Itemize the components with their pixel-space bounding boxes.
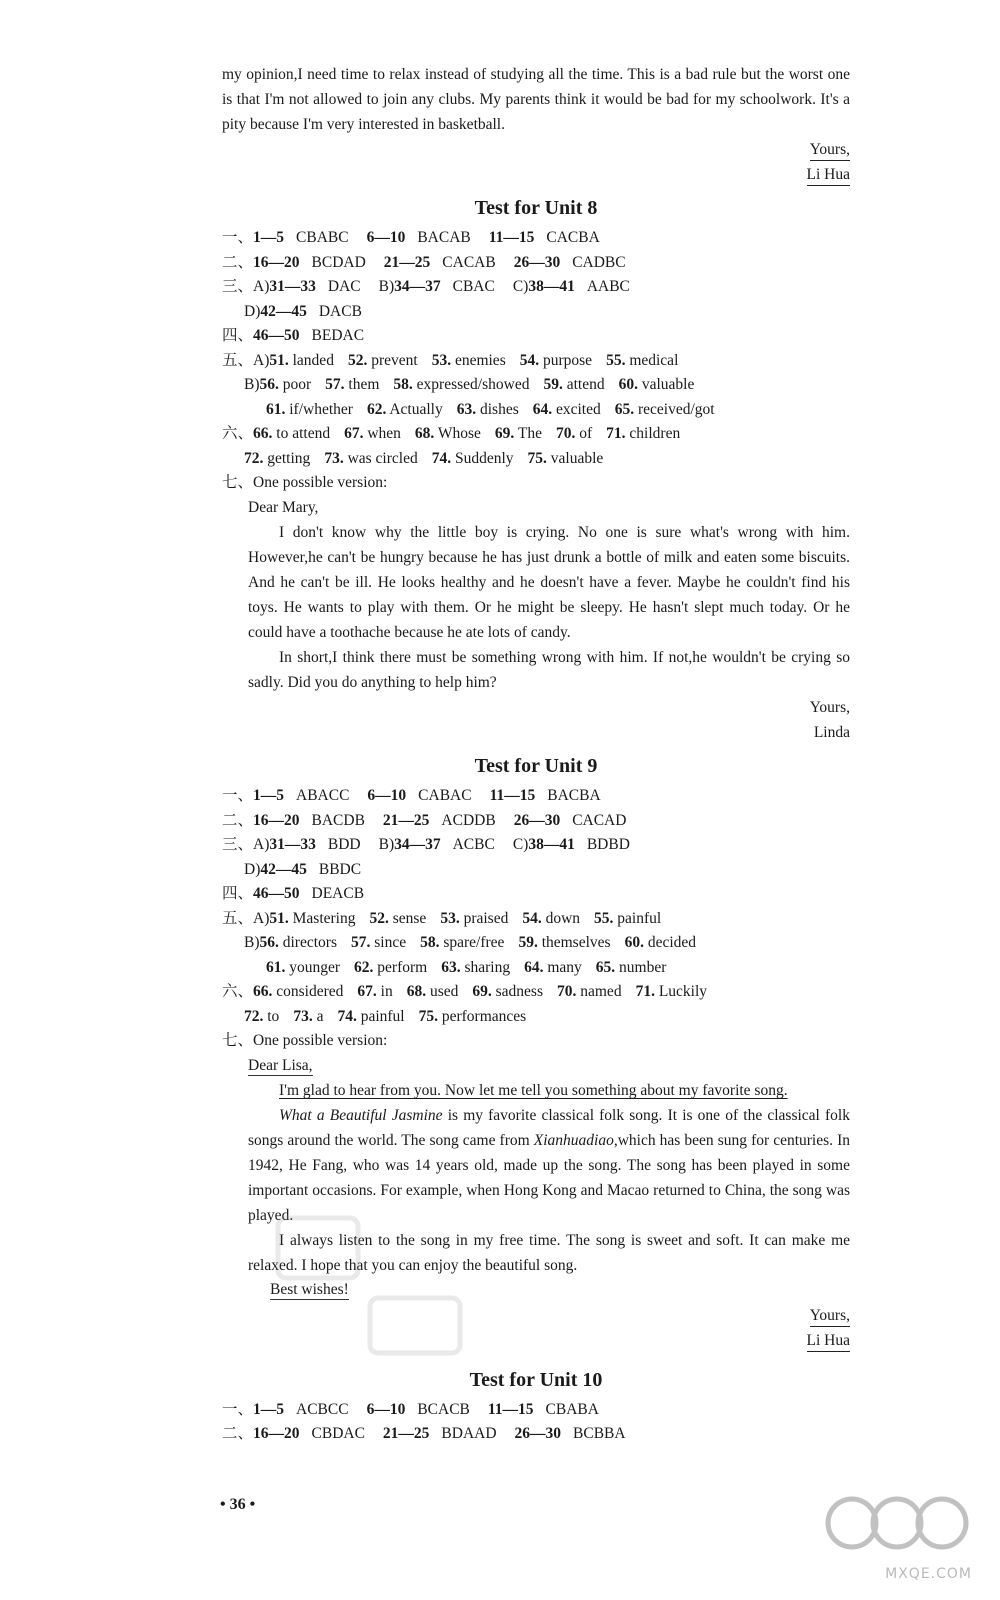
unit9-answer: younger [285, 958, 341, 976]
unit10-answer: ACBCC [296, 1400, 349, 1418]
unit9-answer: BACDB [311, 811, 365, 829]
unit9-answer: BBDC [318, 860, 362, 878]
unit10-range: 26—30 [514, 1425, 562, 1442]
unit9-answer: CABAC [418, 787, 472, 804]
unit9-row-r6a [222, 980, 850, 1005]
unit9-answer: many [543, 958, 582, 976]
unit9-answer: BACBA [547, 787, 601, 804]
unit9-row-r5b [222, 931, 850, 956]
unit9-sub-marker: D) [244, 860, 261, 878]
unit8-qnum: 70. [556, 425, 576, 442]
unit9-answer: themselves [537, 934, 611, 951]
unit8-answer: received/got [634, 400, 715, 418]
unit8-qnum: 57. [325, 376, 345, 393]
unit8-qnum: 69. [494, 425, 515, 442]
unit8-para2: In short,I think there must be something wrong with him. If not,he wouldn't be crying so sadly. Did you do anything to help him? [248, 649, 850, 691]
unit8-range: 42—45 [260, 302, 307, 320]
unit8-qnum: 71. [606, 425, 626, 442]
unit9-para2: I always listen to the song in my free time. The song is sweet and soft. It can make me relaxed. I hope that you can enjoy the beautiful song. [248, 1232, 850, 1274]
unit9-answer: decided [643, 934, 697, 951]
unit8-answer: landed [288, 351, 334, 369]
unit8-greeting: Dear Mary, [248, 498, 319, 516]
unit8-qnum: 67. [344, 425, 364, 442]
unit9-para1: What a Beautiful Jasmine is my favorite classical folk song. It is one of the classical folk songs around the world. The song came from Xianhuadiao,which has been sung for centuries. In 1942, He Fang, who was 14 years old, made up the song. The song has been played in some important occasions. For example, when Hong Kong and Macao returned to China, the song was played. [248, 1107, 850, 1224]
unit9-best-wishes: Best wishes! [270, 1281, 349, 1298]
unit10-range: 6—10 [366, 1400, 406, 1418]
unit9-range: 11—15 [489, 787, 536, 804]
unit8-label: One possible version: [253, 474, 388, 491]
unit9-range: 34—37 [394, 836, 441, 853]
unit8-qnum: 68. [414, 425, 435, 442]
unit9-part-marker: 七、 [222, 1032, 254, 1049]
unit9-answer: ABACC [296, 787, 350, 804]
unit8-sub-marker: B) [378, 278, 395, 295]
unit9-qnum: 70. [557, 983, 577, 1000]
unit8-part-marker: 五、 [222, 351, 254, 369]
unit10-range: 21—25 [382, 1425, 430, 1442]
unit8-answer: CADBC [572, 253, 626, 271]
unit9-range: 46—50 [253, 885, 300, 902]
unit8-qnum: 51. [269, 351, 289, 369]
unit9-range: 1—5 [253, 787, 285, 804]
unit9-part-marker: 二、 [222, 811, 254, 829]
unit9-qnum: 74. [337, 1007, 357, 1025]
unit8-answer: valuable [546, 449, 604, 467]
unit8-sub-marker: D) [244, 302, 261, 320]
unit10-answer: BCBBA [573, 1425, 626, 1442]
unit8-answers [222, 226, 850, 496]
unit8-row-r3 [222, 275, 850, 300]
unit8-answer: of [575, 425, 593, 442]
unit8-row-r5c [222, 398, 850, 423]
unit8-answer: purpose [539, 351, 593, 369]
unit10-answer: CBABA [545, 1400, 599, 1418]
unit9-answer: considered [272, 983, 344, 1000]
unit8-answer: Actually [386, 400, 443, 418]
intro-paragraph: my opinion,I need time to relax instead of studying all the time. This is a bad rule but the worst one is that I'm not allowed to join any clubs. My parents think it would be bad for my schoolwork. It's a pity because I'm very interested in basketball. [222, 66, 850, 133]
unit9-answer: Luckily [654, 983, 708, 1000]
unit9-sub-marker: B) [378, 836, 395, 853]
unit9-answer: ACBC [452, 836, 495, 853]
unit8-answer: CBAC [452, 278, 495, 295]
unit8-qnum: 53. [431, 351, 452, 369]
unit8-answer: enemies [451, 351, 506, 369]
unit9-answer: sadness [491, 983, 543, 1000]
unit9-qnum: 57. [350, 934, 371, 951]
unit9-qnum: 69. [472, 983, 492, 1000]
unit8-sub-marker: C) [512, 278, 529, 295]
unit8-answer: dishes [476, 400, 519, 418]
unit8-qnum: 59. [543, 376, 563, 393]
unit9-answer: DEACB [311, 885, 365, 902]
unit10-row-r1 [222, 1398, 850, 1423]
unit9-answer: a [312, 1007, 324, 1025]
unit8-qnum: 63. [456, 400, 477, 418]
unit8-range: 34—37 [394, 278, 441, 295]
unit9-qnum: 53. [440, 909, 460, 927]
unit8-qnum: 54. [519, 351, 540, 369]
unit8-sub-marker: A) [253, 351, 270, 369]
unit8-range: 16—20 [253, 253, 300, 271]
unit9-qnum: 67. [357, 983, 377, 1000]
unit10-part-marker: 二、 [222, 1425, 254, 1442]
unit9-range: 42—45 [260, 860, 307, 878]
intro-closing: Yours, [810, 139, 850, 161]
unit9-answer: BDD [327, 836, 361, 853]
unit9-answer: directors [278, 934, 337, 951]
unit9-para0: I'm glad to hear from you. Now let me tell you something about my favorite song. [279, 1082, 788, 1099]
unit9-row-r1 [222, 784, 850, 809]
intro-signature [222, 137, 850, 187]
unit8-answer: Suddenly [451, 449, 514, 467]
unit9-sub-marker: B) [244, 934, 260, 951]
unit9-range: 16—20 [253, 811, 300, 829]
unit8-qnum: 55. [606, 351, 626, 369]
unit9-qnum: 59. [518, 934, 538, 951]
unit10-range: 11—15 [487, 1400, 534, 1418]
unit8-sub-marker: A) [253, 278, 270, 295]
unit8-sub-marker: B) [244, 376, 260, 393]
unit9-answer: sense [388, 909, 427, 927]
unit8-answer: BCDAD [311, 253, 366, 271]
unit9-part-marker: 一、 [222, 787, 254, 804]
unit8-qnum: 65. [614, 400, 635, 418]
unit8-answer: poor [278, 376, 312, 393]
unit9-qnum: 55. [594, 909, 614, 927]
unit8-range: 6—10 [366, 229, 406, 246]
unit9-part-marker: 五、 [222, 909, 254, 927]
unit9-qnum: 56. [259, 934, 279, 951]
unit8-range: 21—25 [383, 253, 431, 271]
unit8-row-r5a [222, 349, 850, 374]
unit9-sub-marker: A) [253, 836, 270, 853]
unit8-part-marker: 六、 [222, 425, 254, 442]
unit8-qnum: 73. [324, 449, 344, 467]
unit8-answer: children [625, 425, 681, 442]
unit8-range: 1—5 [253, 229, 285, 246]
unit8-range: 26—30 [513, 253, 561, 271]
unit9-answer: in [376, 983, 393, 1000]
unit8-signature [226, 695, 850, 745]
unit8-part-marker: 七、 [222, 474, 254, 491]
unit8-qnum: 61. [266, 400, 286, 418]
unit9-qnum: 60. [624, 934, 644, 951]
unit9-qnum: 73. [293, 1007, 313, 1025]
unit9-answer: CACAD [572, 811, 627, 829]
page-number: • 36 • [220, 1496, 256, 1513]
watermark-text: MXQE.COM [885, 1566, 972, 1582]
unit8-answer: was circled [343, 449, 418, 467]
unit8-qnum: 74. [431, 449, 452, 467]
unit8-para1: I don't know why the little boy is crying. No one is sure what's wrong with him. However,he can't be hungry because he has just drunk a bottle of milk and eaten some biscuits. And he can't be ill. He looks healthy and he doesn't have a fever. Maybe he couldn't find his toys. He wants to play with them. Or he might be sleepy. He hasn't slept much today. Or he could have a toothache because he ate lots of candy. [248, 524, 850, 641]
unit8-qnum: 75. [527, 449, 547, 467]
unit8-qnum: 52. [347, 351, 368, 369]
unit9-qnum: 58. [420, 934, 440, 951]
unit9-range: 26—30 [513, 811, 561, 829]
unit9-name: Li Hua [807, 1330, 850, 1352]
unit10-answers [222, 1398, 850, 1447]
unit9-row-r2 [222, 809, 850, 834]
unit10-title: Test for Unit 10 [469, 1368, 603, 1391]
unit9-row-r5a [222, 907, 850, 932]
unit8-qnum: 60. [618, 376, 638, 393]
unit8-answer: CBABC [296, 229, 349, 246]
unit8-qnum: 72. [244, 449, 264, 467]
unit10-answer: CBDAC [311, 1425, 365, 1442]
unit9-part-marker: 四、 [222, 885, 254, 902]
unit9-title: Test for Unit 9 [474, 755, 598, 777]
unit8-answer: excited [552, 400, 601, 418]
unit8-answer: valuable [637, 376, 695, 393]
unit8-range: 11—15 [488, 229, 535, 246]
unit9-answer: sharing [460, 958, 511, 976]
unit9-answer: painful [613, 909, 662, 927]
unit9-qnum: 54. [522, 909, 542, 927]
unit9-answers [222, 784, 850, 1054]
unit8-part-marker: 二、 [222, 253, 254, 271]
unit8-row-r3d [222, 300, 850, 325]
unit8-row-r1 [222, 226, 850, 251]
unit8-row-r6b [222, 447, 850, 472]
unit9-qnum: 75. [418, 1007, 438, 1025]
unit8-row-r6a [222, 422, 850, 447]
unit8-part-marker: 三、 [222, 278, 254, 295]
unit9-row-r5c [222, 956, 850, 981]
unit9-closing: Yours, [810, 1305, 850, 1327]
unit9-answer: spare/free [439, 934, 505, 951]
unit8-answer: to attend [272, 425, 331, 442]
unit9-answer: named [576, 983, 622, 1000]
unit9-answer: since [370, 934, 407, 951]
unit9-greeting: Dear Lisa, [248, 1056, 313, 1074]
unit8-answer: AABC [586, 278, 630, 295]
unit8-answer: when [363, 425, 401, 442]
unit9-row-r4 [222, 882, 850, 907]
unit8-title: Test for Unit 8 [474, 197, 598, 219]
unit8-answer: CACAB [442, 253, 496, 271]
unit8-closing: Yours, [809, 699, 850, 716]
unit9-qnum: 66. [253, 983, 273, 1000]
unit8-answer: if/whether [285, 400, 353, 418]
unit9-row-r3 [222, 833, 850, 858]
unit8-answer: CACBA [546, 229, 600, 246]
unit8-row-r2 [222, 251, 850, 276]
unit10-range: 16—20 [253, 1425, 300, 1442]
unit8-name: Linda [813, 724, 850, 741]
unit10-answer: BDAAD [441, 1425, 497, 1442]
unit8-answer: prevent [367, 351, 418, 369]
unit8-letter [222, 496, 850, 746]
unit9-answer: perform [373, 958, 428, 976]
unit9-range: 31—33 [269, 836, 316, 853]
unit10-part-marker: 一、 [222, 1400, 254, 1418]
unit8-range: 31—33 [269, 278, 316, 295]
unit9-part-marker: 六、 [222, 983, 254, 1000]
unit8-part-marker: 四、 [222, 327, 254, 344]
unit8-qnum: 56. [259, 376, 279, 393]
unit8-answer: them [344, 376, 380, 393]
unit9-row-r3d [222, 858, 850, 883]
unit8-answer: getting [263, 449, 311, 467]
unit9-sub-marker: A) [253, 909, 270, 927]
unit8-answer: attend [562, 376, 605, 393]
unit9-row-r7 [222, 1029, 850, 1054]
unit9-part-marker: 三、 [222, 836, 254, 853]
unit9-qnum: 62. [354, 958, 374, 976]
unit9-answer: BDBD [586, 836, 630, 853]
unit9-qnum: 63. [441, 958, 461, 976]
unit8-row-r5b [222, 373, 850, 398]
unit9-qnum: 72. [244, 1007, 264, 1025]
site-watermark [822, 1488, 972, 1588]
unit9-qnum: 51. [269, 909, 289, 927]
unit8-qnum: 64. [532, 400, 553, 418]
intro-name: Li Hua [807, 164, 850, 186]
unit8-answer: medical [625, 351, 679, 369]
unit9-qnum: 64. [524, 958, 544, 976]
unit10-range: 1—5 [253, 1400, 285, 1418]
unit9-answer: Mastering [288, 909, 356, 927]
unit10-answer: BCACB [417, 1400, 470, 1418]
unit8-answer: BEDAC [311, 327, 365, 344]
faint-watermark-stamp-icon [270, 1198, 470, 1368]
unit8-row-r7 [222, 471, 850, 496]
unit8-range: 38—41 [528, 278, 575, 295]
unit8-answer: DAC [327, 278, 361, 295]
unit8-qnum: 66. [253, 425, 273, 442]
unit9-label: One possible version: [253, 1032, 388, 1049]
unit8-qnum: 58. [393, 376, 413, 393]
unit9-row-r6b [222, 1005, 850, 1030]
unit9-sub-marker: C) [512, 836, 529, 853]
unit9-answer: praised [459, 909, 509, 927]
unit9-qnum: 65. [595, 958, 616, 976]
unit9-answer: performances [437, 1007, 527, 1025]
unit8-answer: Whose [434, 425, 481, 442]
unit8-part-marker: 一、 [222, 229, 254, 246]
unit9-range: 6—10 [367, 787, 407, 804]
unit8-qnum: 62. [366, 400, 387, 418]
unit9-answer: number [615, 958, 667, 976]
unit9-qnum: 68. [406, 983, 427, 1000]
unit9-answer: painful [356, 1007, 405, 1025]
unit8-answer: BACAB [417, 229, 471, 246]
unit9-answer: down [541, 909, 581, 927]
unit9-answer: ACDDB [441, 811, 496, 829]
unit8-answer: The [514, 425, 542, 442]
unit9-qnum: 52. [369, 909, 389, 927]
unit9-qnum: 61. [266, 958, 286, 976]
unit10-row-r2 [222, 1422, 850, 1447]
unit8-row-r4 [222, 324, 850, 349]
unit8-answer: expressed/showed [412, 376, 530, 393]
unit9-range: 21—25 [382, 811, 430, 829]
unit9-answer: to [263, 1007, 280, 1025]
unit9-answer: used [426, 983, 459, 1000]
unit9-range: 38—41 [528, 836, 575, 853]
watermark-logo-icon [822, 1488, 972, 1558]
unit8-range: 46—50 [253, 327, 300, 344]
unit9-qnum: 71. [635, 983, 655, 1000]
unit8-answer: DACB [318, 302, 362, 320]
